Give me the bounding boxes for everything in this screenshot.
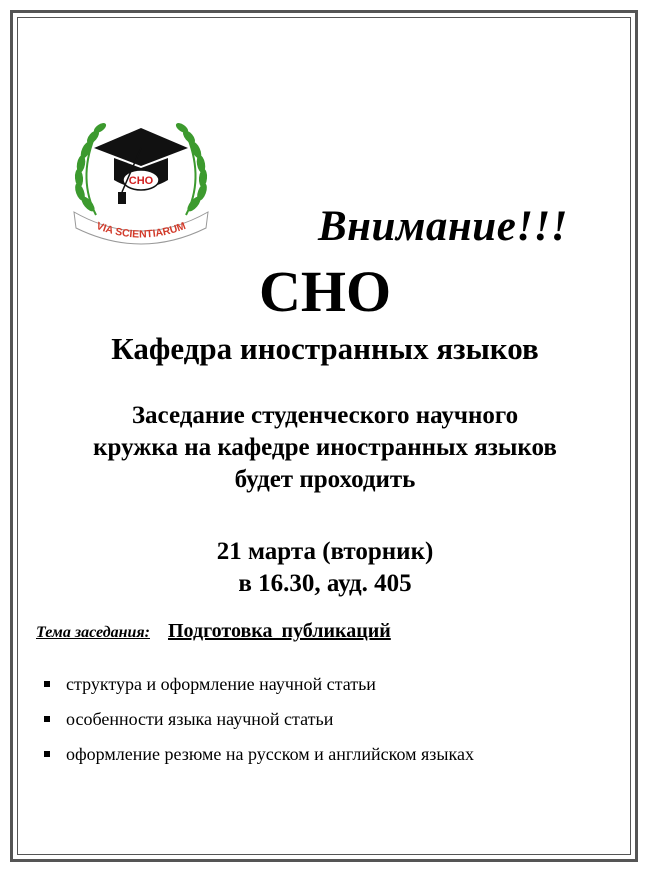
topic-label: Тема заседания: bbox=[36, 624, 150, 641]
department-heading: Кафедра иностранных языков bbox=[111, 331, 539, 366]
svg-text:VIA SCIENTIARUM: VIA SCIENTIARUM bbox=[94, 220, 188, 241]
list-item bbox=[44, 707, 474, 742]
title-sno: СНО bbox=[258, 259, 392, 324]
description-line: кружка на кафедре иностранных языков bbox=[93, 434, 557, 461]
list-item bbox=[44, 672, 474, 707]
list-item-text: оформление резюме на русском и английском языках bbox=[66, 744, 474, 764]
graduation-cap-icon bbox=[94, 128, 188, 204]
list-item-text: структура и оформление научной статьи bbox=[66, 674, 376, 694]
meeting-time bbox=[0, 536, 650, 600]
list-item bbox=[44, 742, 474, 777]
description-line: Заседание студенческого научного bbox=[131, 402, 519, 429]
svg-text:CHO: CHO bbox=[128, 175, 154, 187]
ribbon bbox=[74, 212, 208, 244]
bullet-icon bbox=[44, 751, 50, 757]
agenda-list bbox=[44, 672, 474, 777]
list-item-text: особенности языка научной статьи bbox=[66, 709, 334, 729]
meeting-date: 21 марта (вторник) bbox=[216, 538, 434, 565]
attention-heading: Внимание!!! bbox=[318, 203, 568, 250]
sno-logo bbox=[66, 100, 216, 248]
laurel-right bbox=[174, 121, 209, 215]
description bbox=[0, 400, 650, 496]
bullet-icon bbox=[44, 716, 50, 722]
meeting-place: в 16.30, ауд. 405 bbox=[238, 570, 412, 597]
topic-value: Подготовка публикаций bbox=[167, 620, 391, 642]
topic-row bbox=[36, 620, 391, 643]
description-line: будет проходить bbox=[234, 466, 416, 493]
laurel-left bbox=[73, 121, 108, 215]
bullet-icon bbox=[44, 681, 50, 687]
